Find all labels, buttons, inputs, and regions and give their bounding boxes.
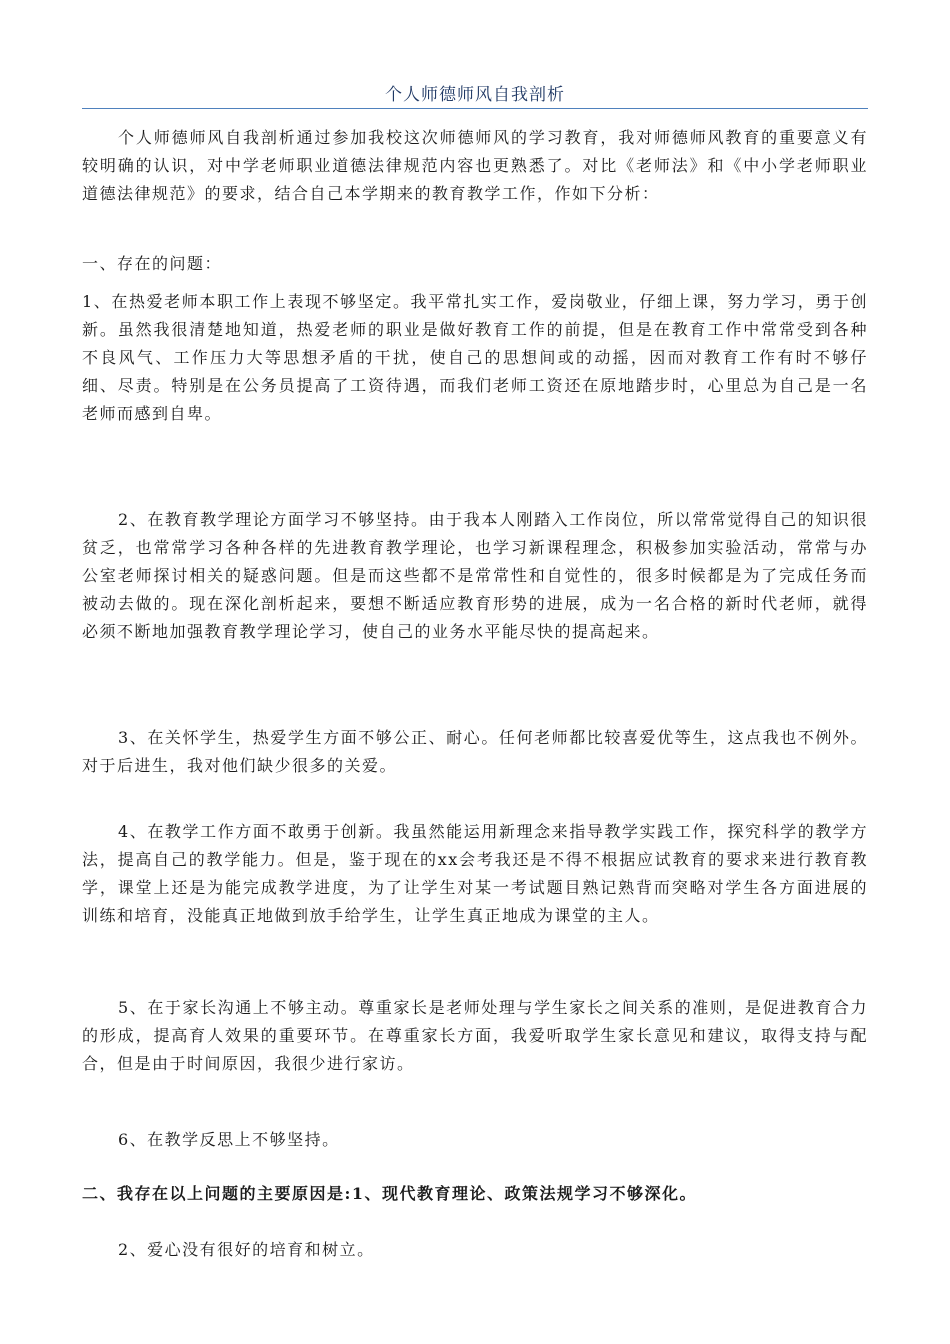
problem-item-2: 2、在教育教学理论方面学习不够坚持。由于我本人刚踏入工作岗位，所以常常觉得自己的知识很贫乏，也常常学习各种各样的先进教育教学理论，也学习新课程理念，积极参加实验活动，常常与办公室老师探讨相关的疑惑问题。但是而这些都不是常常性和自觉性的，很多时候都是为了完成任务而被动去做的。现在深化剖析起来，要想不断适应教育形势的进展，成为一名合格的新时代老师，就得必须不断地加强教育教学理论学习，使自己的业务水平能尽快的提高起来。 xyxy=(82,510,868,641)
problem-item-5: 5、在于家长沟通上不够主动。尊重家长是老师处理与学生家长之间关系的准则，是促进教育合力的形成，提高育人效果的重要环节。在尊重家长方面，我爱听取学生家长意见和建议，取得支持与配合，但是由于时间原因，我很少进行家访。 xyxy=(82,998,868,1073)
problem-item-1: 1、在热爱老师本职工作上表现不够坚定。我平常扎实工作，爱岗敬业，仔细上课，努力学习，勇于创新。虽然我很清楚地知道，热爱老师的职业是做好教育工作的前提，但是在教育工作中常常受到各种不良风气、工作压力大等思想矛盾的干扰，使自己的思想间或的动摇，因而对教育工作有时不够仔细、尽责。特别是在公务员提高了工资待遇，而我们老师工资还在原地踏步时，心里总为自己是一名老师而感到自卑。 xyxy=(82,292,868,423)
page-title: 个人师德师风自我剖析 xyxy=(385,85,565,105)
problem-item-4: 4、在教学工作方面不敢勇于创新。我虽然能运用新理念来指导教学实践工作，探究科学的教学方法，提高自己的教学能力。但是，鉴于现在的xx会考我还是不得不根据应试教育的要求来进行教育教学，课堂上还是为能完成教学进度，为了让学生对某一考试题目熟记熟背而突略对学生各方面进展的训练和培育，没能真正地做到放手给学生，让学生真正地成为课堂的主人。 xyxy=(82,822,868,925)
problem-item-3: 3、在关怀学生，热爱学生方面不够公正、耐心。任何老师都比较喜爱优等生，这点我也不例外。对于后进生，我对他们缺少很多的关爱。 xyxy=(82,728,868,775)
intro-paragraph: 个人师德师风自我剖析通过参加我校这次师德师风的学习教育，我对师德师风教育的重要意义有较明确的认识，对中学老师职业道德法律规范内容也更熟悉了。对比《老师法》和《中小学老师职业道德法律规范》的要求，结合自己本学期来的教育教学工作，作如下分析： xyxy=(82,128,868,203)
section-heading-problems: 一、存在的问题： xyxy=(82,254,223,273)
section-heading-causes: 二、我存在以上问题的主要原因是:1、现代教育理论、政策法规学习不够深化。 xyxy=(82,1184,698,1203)
cause-item-2: 2、爱心没有很好的培育和树立。 xyxy=(118,1240,375,1259)
header-divider xyxy=(82,108,868,109)
problem-item-6: 6、在教学反思上不够坚持。 xyxy=(118,1130,340,1149)
